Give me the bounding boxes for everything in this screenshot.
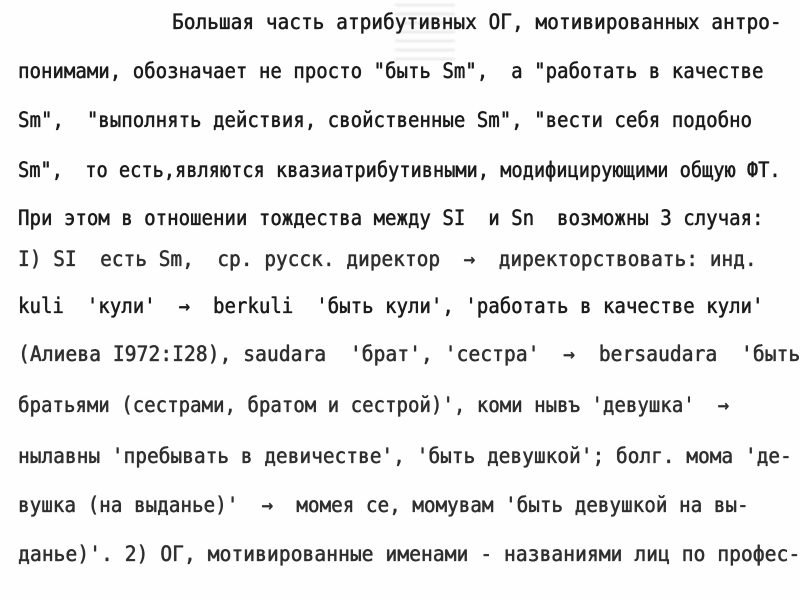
text-line-11: вушка (на выданье)' → момея се, момувам 'быть девушкой на вы- bbox=[18, 493, 749, 517]
text-line-6: I) SI есть Sm, ср. русск. директор → директорствовать: инд. bbox=[18, 247, 757, 271]
text-line-4: Sm", то есть,являются квазиатрибутивными, модифицирующими общую ФТ. bbox=[18, 158, 781, 182]
text-line-2: понимами, обозначает не просто "быть Sm", а "работать в качестве bbox=[18, 59, 764, 83]
text-line-5: При этом в отношении тождества между SI и Sn возможны 3 случая: bbox=[18, 206, 764, 230]
text-line-9: братьями (сестрами, братом и сестрой)', коми нывъ 'девушка' → bbox=[18, 393, 730, 417]
text-line-3: Sm", "выполнять действия, свойственные Sm", "вести себя подобно bbox=[18, 108, 753, 132]
text-line-1: Большая часть атрибутивных ОГ, мотивированных антро- bbox=[172, 10, 782, 34]
text-line-8: (Алиева I972:I28), saudara 'брат', 'сестра' → bersaudara 'быть bbox=[18, 342, 800, 366]
text-line-12: данье)'. 2) ОГ, мотивированные именами - названиями лиц по профес- bbox=[18, 542, 800, 566]
text-line-7: kuli 'кули' → berkuli 'быть кули', 'работать в качестве кули' bbox=[18, 294, 764, 318]
text-line-10: нылавны 'пребывать в девичестве', 'быть девушкой'; болг. мома 'де- bbox=[18, 444, 792, 468]
